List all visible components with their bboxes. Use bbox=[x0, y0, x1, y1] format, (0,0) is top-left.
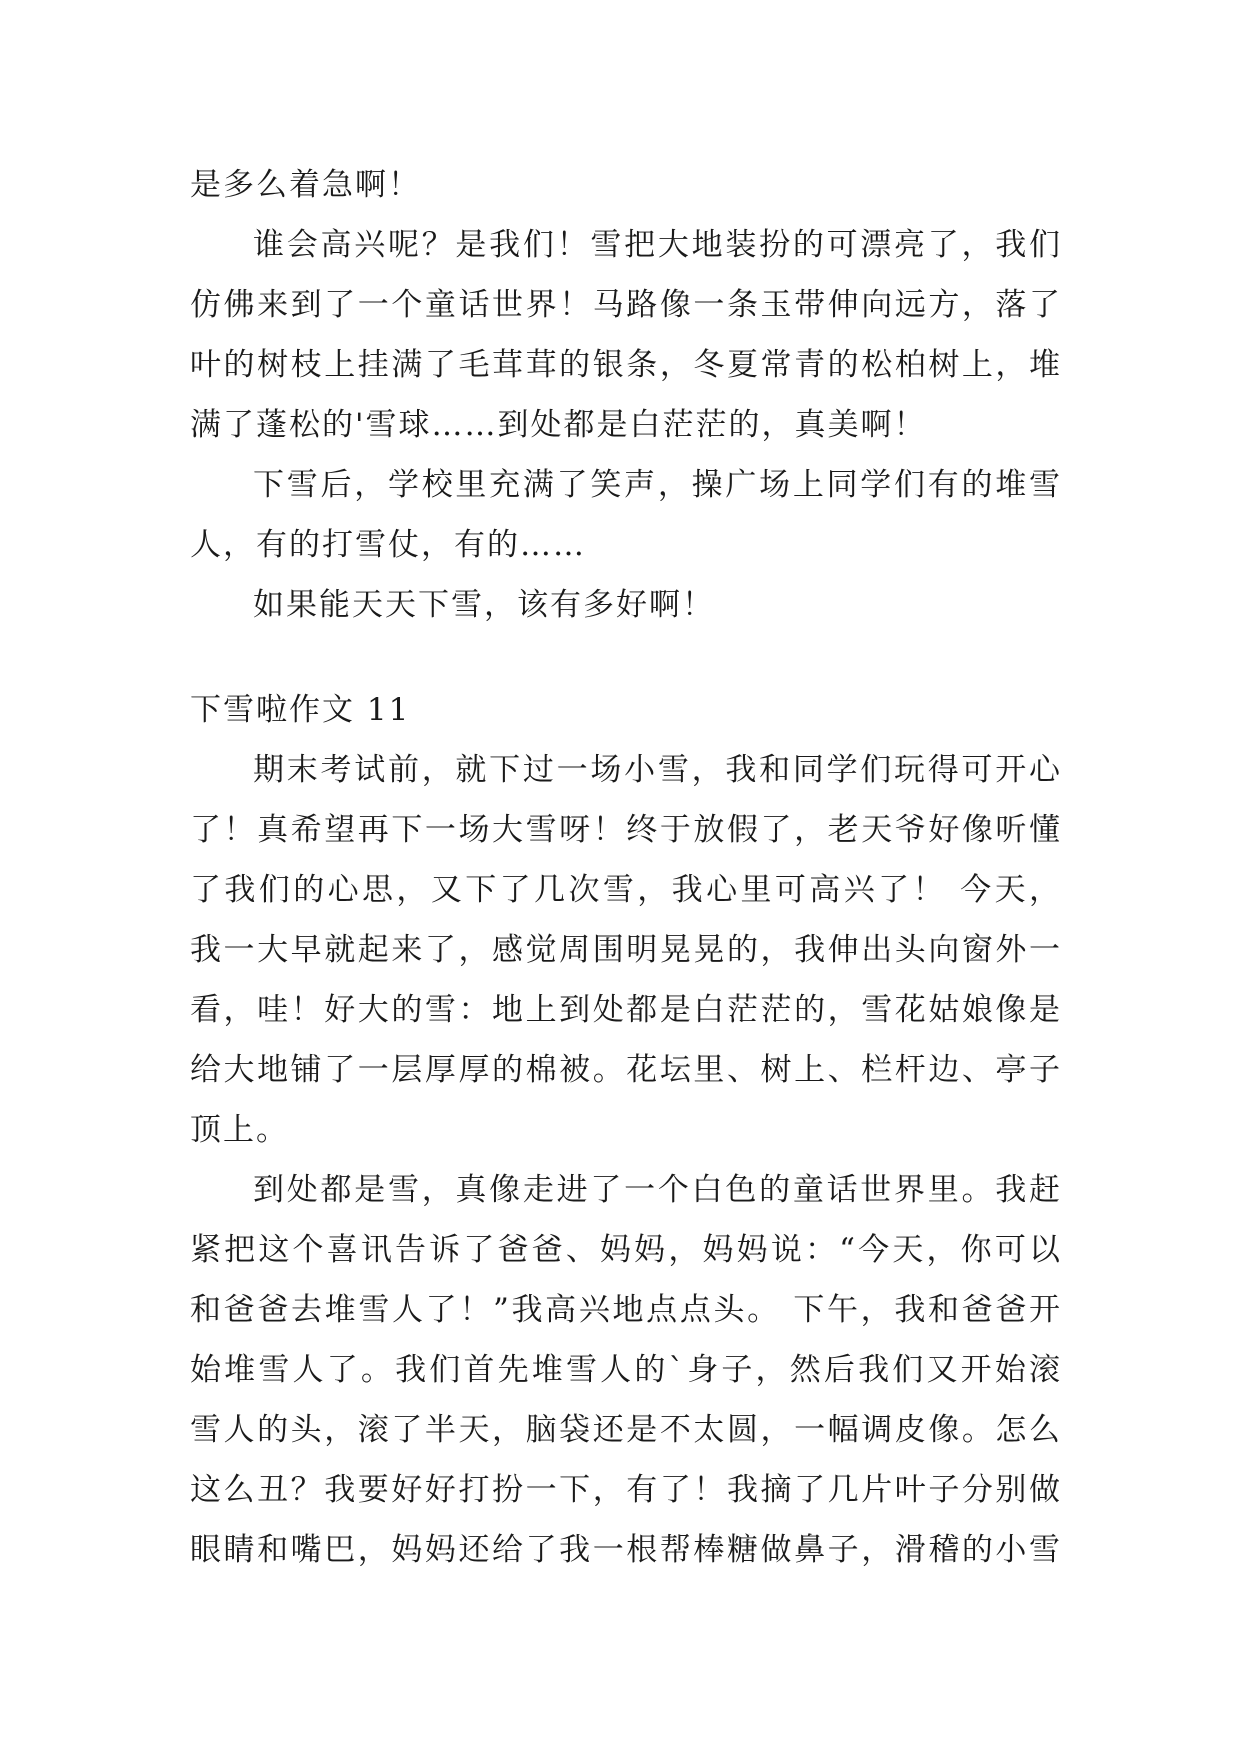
text-line: 了！真希望再下一场大雪呀！终于放假了，老天爷好像听懂 bbox=[190, 812, 1060, 848]
paragraph-first-line: 如果能天天下雪，该有多好啊！ bbox=[253, 587, 715, 623]
text-line: 眼睛和嘴巴，妈妈还给了我一根帮棒糖做鼻子，滑稽的小雪 bbox=[190, 1532, 1060, 1568]
text-line: 看，哇！好大的雪：地上到处都是白茫茫的，雪花姑娘像是 bbox=[190, 992, 1060, 1028]
text-line: 我一大早就起来了，感觉周围明晃晃的，我伸出头向窗外一 bbox=[190, 932, 1060, 968]
text-line: 是多么着急啊！ bbox=[190, 167, 421, 203]
text-line: 这么丑？我要好好打扮一下，有了！我摘了几片叶子分别做 bbox=[190, 1472, 1060, 1508]
text-line: 满了蓬松的'雪球……到处都是白茫茫的，真美啊！ bbox=[190, 407, 927, 443]
text-line: 仿佛来到了一个童话世界！马路像一条玉带伸向远方，落了 bbox=[190, 287, 1060, 323]
paragraph-first-line: 期末考试前，就下过一场小雪，我和同学们玩得可开心 bbox=[253, 752, 1060, 788]
text-line: 雪人的头，滚了半天，脑袋还是不太圆，一幅调皮像。怎么 bbox=[190, 1412, 1060, 1448]
paragraph-first-line: 下雪后，学校里充满了笑声，操广场上同学们有的堆雪 bbox=[253, 467, 1060, 503]
text-line: 和爸爸去堆雪人了！”我高兴地点点头。 下午，我和爸爸开 bbox=[190, 1292, 1060, 1328]
paragraph-first-line: 到处都是雪，真像走进了一个白色的童话世界里。我赶 bbox=[253, 1172, 1060, 1208]
text-line: 顶上。 bbox=[190, 1112, 289, 1148]
text-line: 了我们的心思，又下了几次雪，我心里可高兴了！ 今天， bbox=[190, 872, 1060, 908]
text-line: 叶的树枝上挂满了毛茸茸的银条，冬夏常青的松柏树上，堆 bbox=[190, 347, 1060, 383]
text-line: 始堆雪人了。我们首先堆雪人的`身子，然后我们又开始滚 bbox=[190, 1352, 1060, 1388]
text-line: 人，有的打雪仗，有的…… bbox=[190, 527, 586, 563]
paragraph-first-line: 谁会高兴呢？是我们！雪把大地装扮的可漂亮了，我们 bbox=[253, 227, 1060, 263]
text-line: 给大地铺了一层厚厚的棉被。花坛里、树上、栏杆边、亭子 bbox=[190, 1052, 1060, 1088]
section-heading: 下雪啦作文 11 bbox=[190, 692, 411, 728]
text-line: 紧把这个喜讯告诉了爸爸、妈妈，妈妈说：“今天，你可以 bbox=[190, 1232, 1060, 1268]
